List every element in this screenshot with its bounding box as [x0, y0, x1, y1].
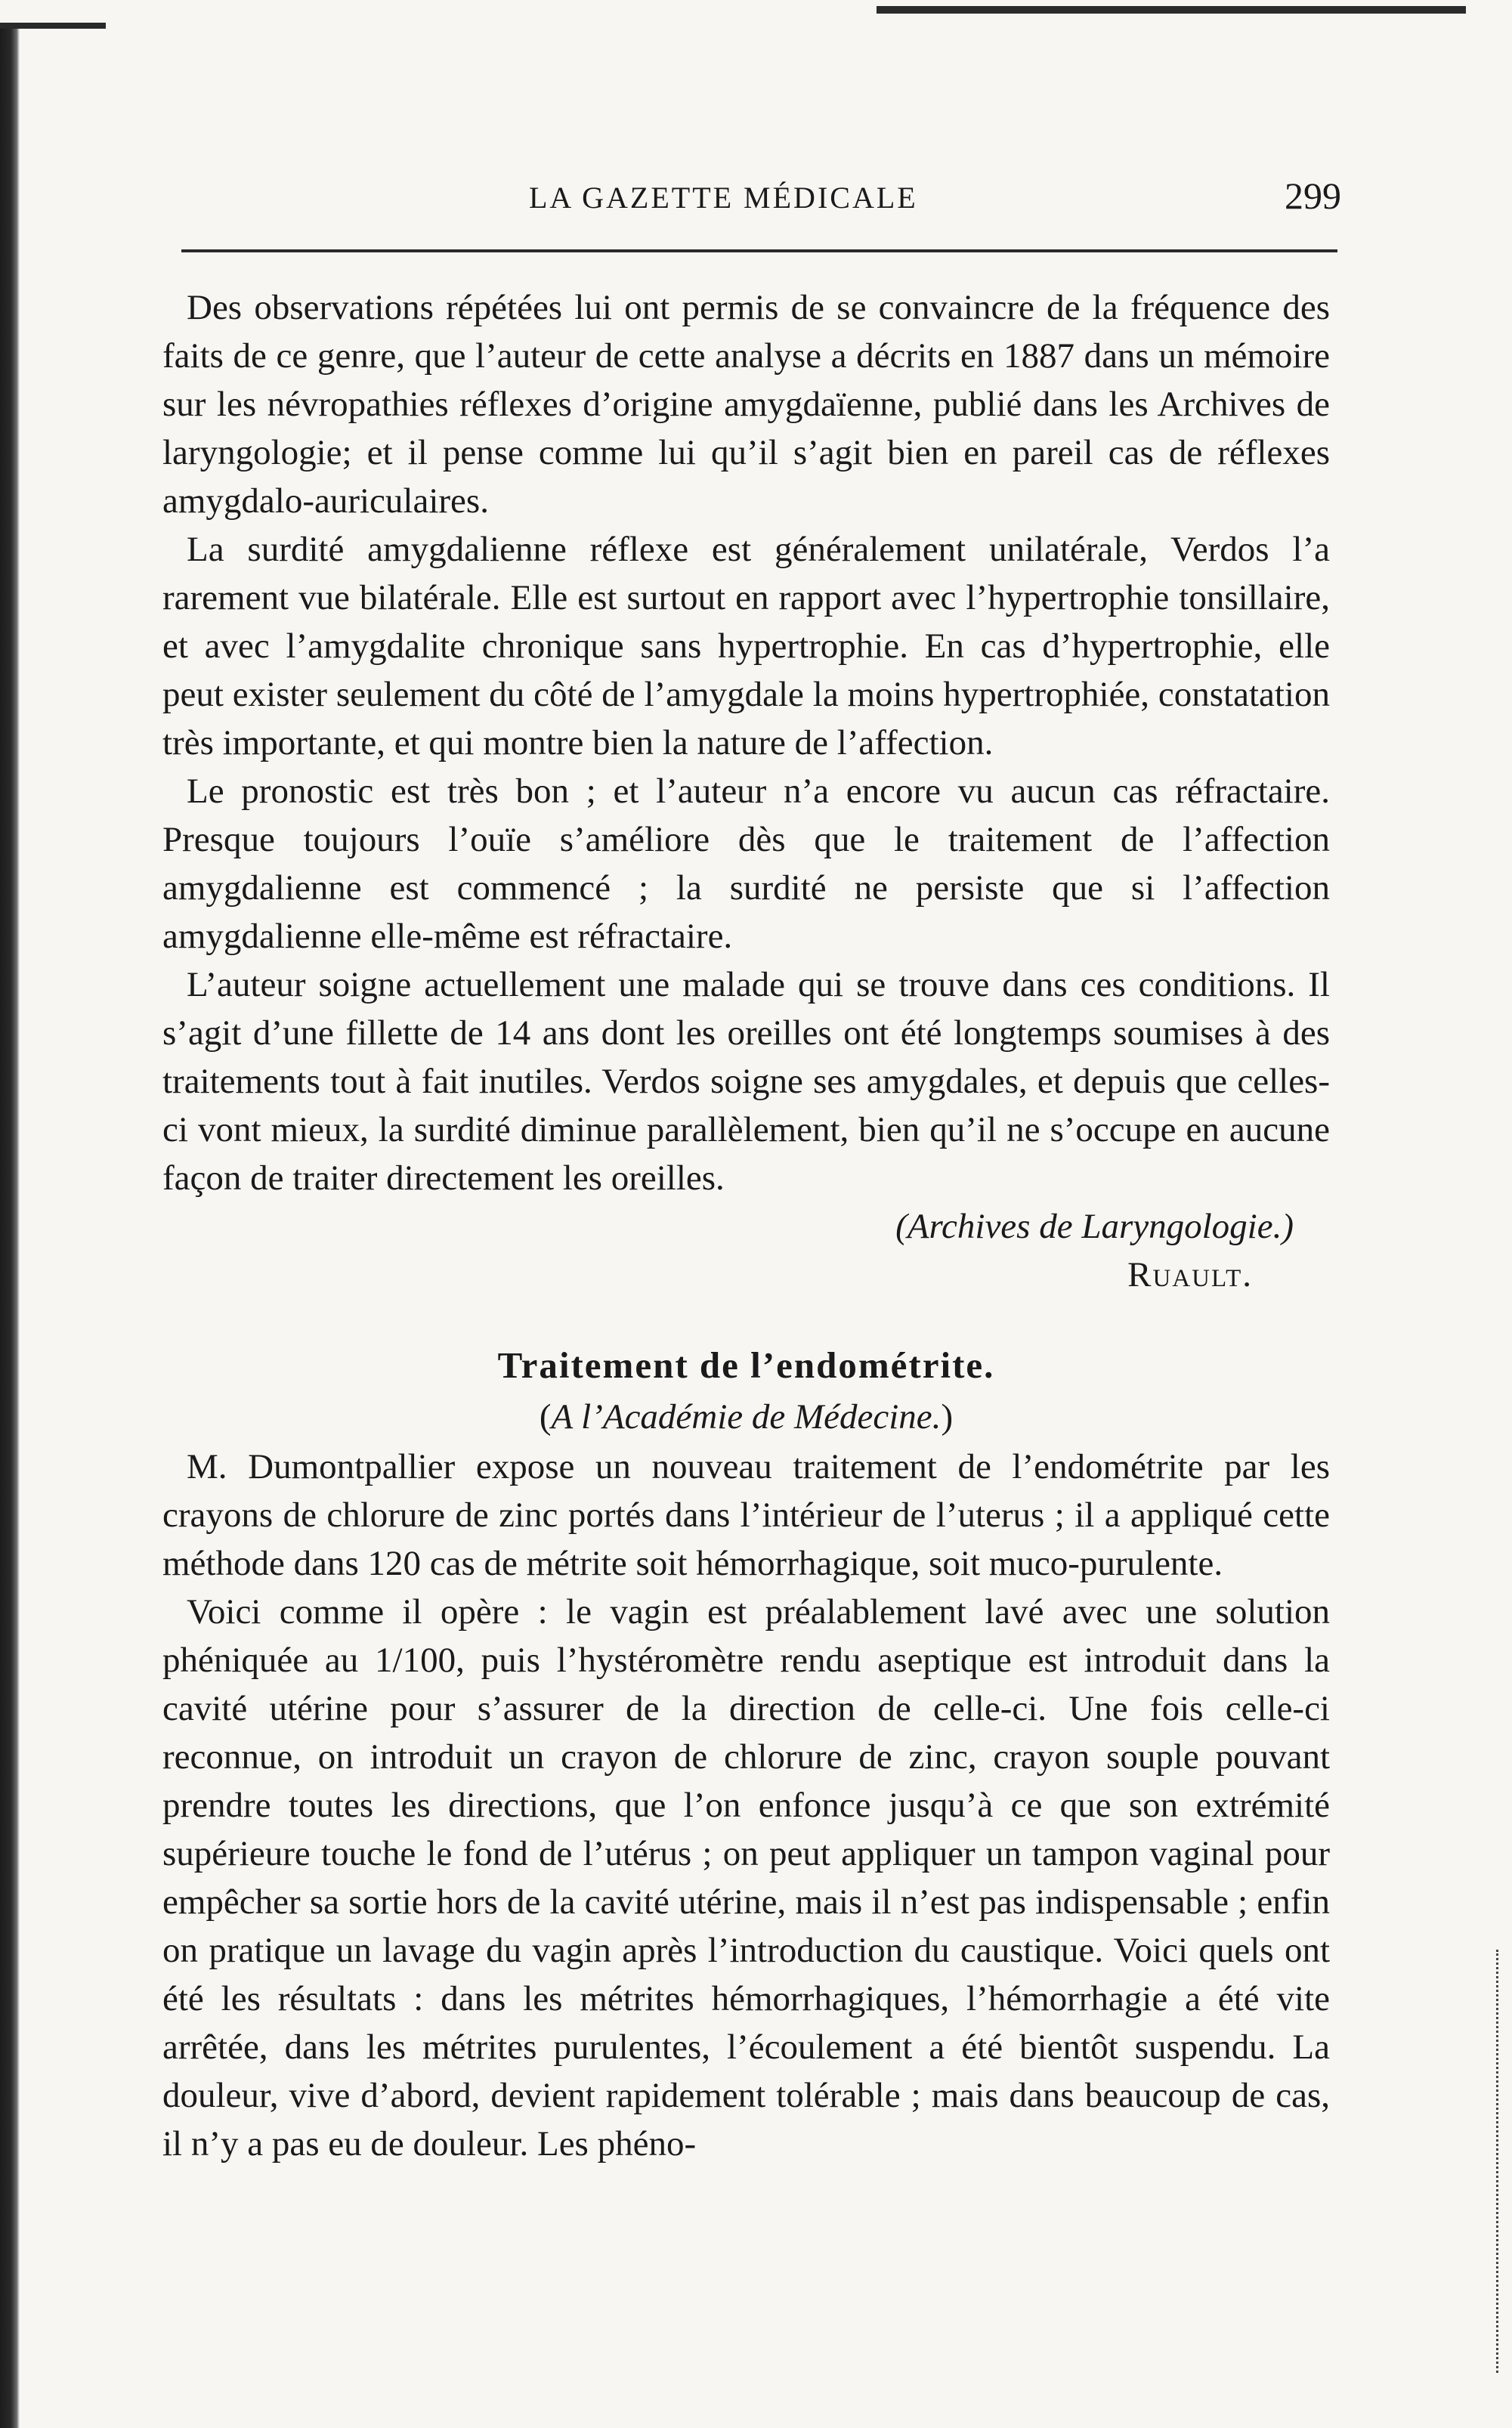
paragraph: La surdité amygdalienne réflexe est généralement unilatérale, Verdos l’a rarement vue bilatérale. Elle est surtout en rapport avec l’hypertrophie tonsillaire, et avec l’amygdalite chronique sans hypertrophie. En cas d’hypertrophie, elle peut exister seulement du côté de l’amygdale la moins hypertrophiée, constatation très importante, et qui montre bien la nature de l’affection.: [162, 530, 1330, 762]
page-edge-corner: [0, 23, 106, 29]
section-title: Traitement de l’endométrite.: [497, 1344, 995, 1386]
page-header: [162, 174, 1341, 234]
paragraph: Des observations répétées lui ont permis de se convaincre de la fréquence des faits de ce genre, que l’auteur de cette analyse a décrits en 1887 dans un mémoire sur les névropathies réflexes d’origine amygdaïenne, publié dans les Archives de laryngologie; et il pense comme lui qu’il s’agit bien en pareil cas de réflexes amygdalo-auriculaires.: [162, 288, 1330, 521]
top-scan-rule: [877, 6, 1466, 14]
running-title: LA GAZETTE MÉDICALE: [529, 181, 918, 215]
header-rule: [181, 249, 1337, 252]
section-subtitle: [162, 1393, 1330, 1441]
subtitle-close-paren: ): [941, 1397, 954, 1437]
article-body: [162, 283, 1330, 2168]
subtitle-open-paren: (: [539, 1397, 552, 1437]
author-signature: Ruault.: [1127, 1255, 1253, 1294]
scan-specks: [1496, 1950, 1503, 2373]
paragraph: Le pronostic est très bon ; et l’auteur n’a encore vu aucun cas réfractaire. Presque toujours l’ouïe s’améliore dès que le traitement de l’affection amygdalienne est commencé ; la surdité ne persiste que si l’affection amygdalienne elle-même est réfractaire.: [162, 772, 1330, 956]
paragraph: M. Dumontpallier expose un nouveau traitement de l’endométrite par les crayons de chlorure de zinc portés dans l’intérieur de l’uterus ; il a appliqué cette méthode dans 120 cas de métrite soit hémorrhagique, soit muco-purulente.: [162, 1447, 1330, 1583]
paragraph: Voici comme il opère : le vagin est préalablement lavé avec une solution phéniquée au 1/100, puis l’hystéromètre rendu aseptique est introduit dans la cavité utérine pour s’assurer de la direction de celle-ci. Une fois celle-ci reconnue, on introduit un crayon de chlorure de zinc, crayon souple pouvant prendre toutes les directions, que l’on enfonce jusqu’à ce que son extrémité supérieure touche le fond de l’utérus ; on peut appliquer un tampon vaginal pour empêcher sa sortie hors de la cavité utérine, mais il n’est pas indispensable ; enfin on pratique un lavage du vagin après l’introduction du caustique. Voici quels ont été les résultats : dans les métrites hémorrhagiques, l’hémorrhagie a été vite arrêtée, dans les métrites purulentes, l’écoulement a été bientôt suspendu. La douleur, vive d’abord, devient rapidement tolérable ; mais dans beaucoup de cas, il n’y a pas eu de douleur. Les phéno-: [162, 1592, 1330, 2164]
source-citation: (Archives de Laryngologie.): [895, 1207, 1294, 1246]
subtitle-source: A l’Académie de Médecine.: [551, 1397, 942, 1437]
paragraph: L’auteur soigne actuellement une malade qui se trouve dans ces conditions. Il s’agit d’une fillette de 14 ans dont les oreilles ont été longtemps soumises à des traitements tout à fait inutiles. Verdos soigne ses amygdales, et depuis que celles-ci vont mieux, la surdité diminue parallèlement, bien qu’il ne s’occupe en aucune façon de traiter directement les oreilles.: [162, 965, 1330, 1198]
page-edge-shadow: [0, 23, 20, 2428]
page-number: 299: [1285, 175, 1341, 217]
